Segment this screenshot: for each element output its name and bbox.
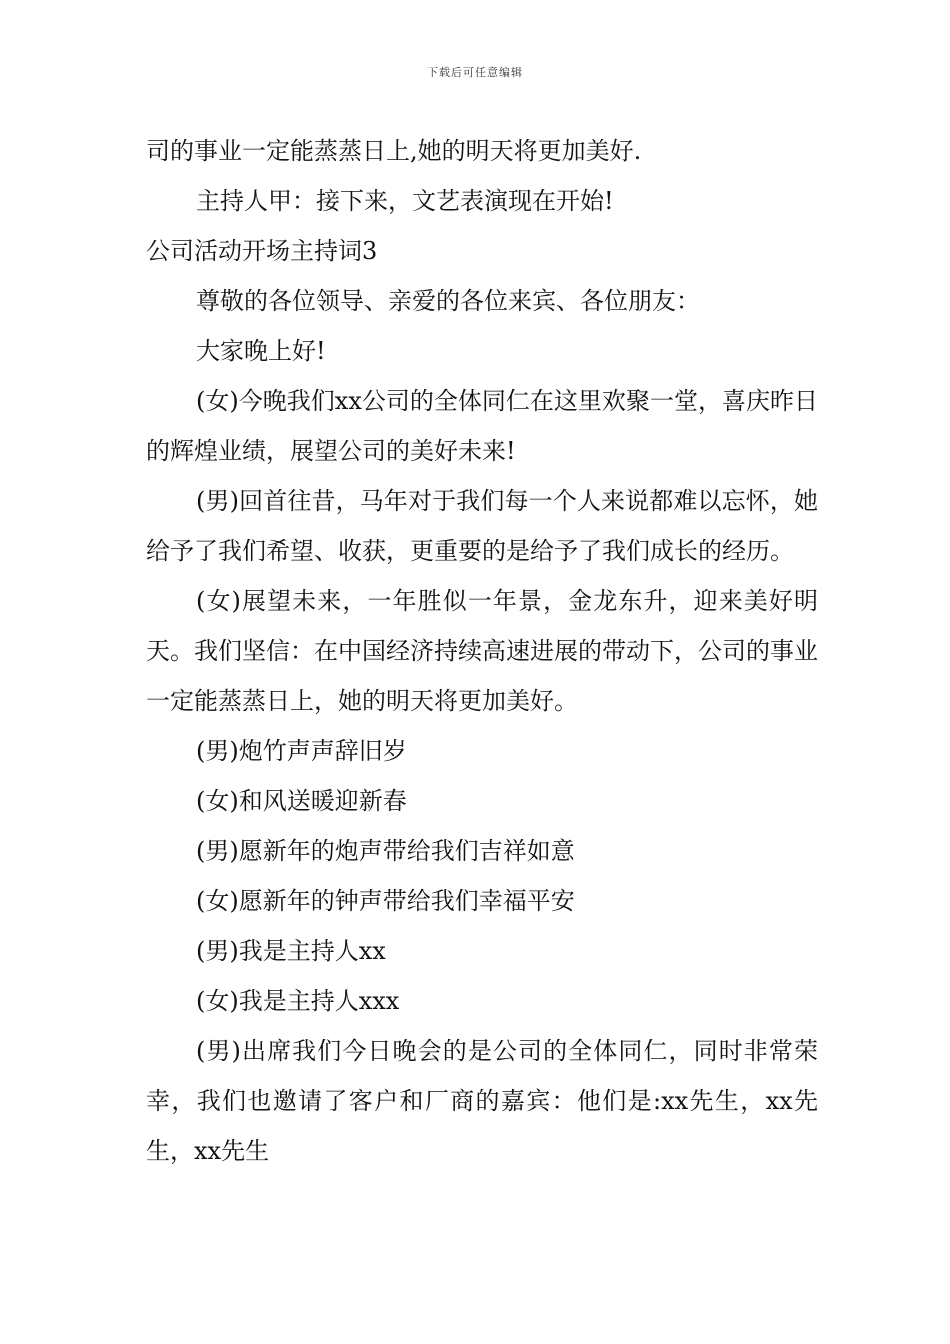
paragraph-female-3: (女)和风送暖迎新春 [196,787,407,815]
paragraph-male-1: (男)回首往昔，马年对于我们每一个人来说都难以忘怀，她给予了我们希望、收获，更重要的是给予了我们成长的经历。 [146,487,818,565]
paragraph-male-4: (男)我是主持人xx [196,937,386,965]
section-title: 公司活动开场主持词3 [146,237,378,265]
paragraph-2: 主持人甲：接下来，文艺表演现在开始! [196,187,614,215]
paragraph-1: 司的事业一定能蒸蒸日上,她的明天将更加美好. [146,137,642,165]
page-header: 下载后可任意编辑 [427,66,523,79]
paragraph-female-4: (女)愿新年的钟声带给我们幸福平安 [196,887,575,915]
paragraph-female-5: (女)我是主持人xxx [196,987,400,1015]
paragraph-female-1: (女)今晚我们xx公司的全体同仁在这里欢聚一堂，喜庆昨日的辉煌业绩，展望公司的美好未来! [146,387,818,465]
paragraph-male-3: (男)愿新年的炮声带给我们吉祥如意 [196,837,575,865]
paragraph-greeting: 大家晚上好! [196,337,326,365]
paragraph-female-2: (女)展望未来，一年胜似一年景，金龙东升，迎来美好明天。我们坚信：在中国经济持续高速进展的带动下，公司的事业一定能蒸蒸日上，她的明天将更加美好。 [146,587,818,715]
paragraph-greeting-salutation: 尊敬的各位领导、亲爱的各位来宾、各位朋友： [196,287,700,315]
paragraph-male-2: (男)炮竹声声辞旧岁 [196,737,407,765]
paragraph-male-5: (男)出席我们今日晚会的是公司的全体同仁，同时非常荣幸，我们也邀请了客户和厂商的嘉宾：他们是:xx先生，xx先生，xx先生 [146,1037,818,1165]
document-body [146,126,818,1176]
